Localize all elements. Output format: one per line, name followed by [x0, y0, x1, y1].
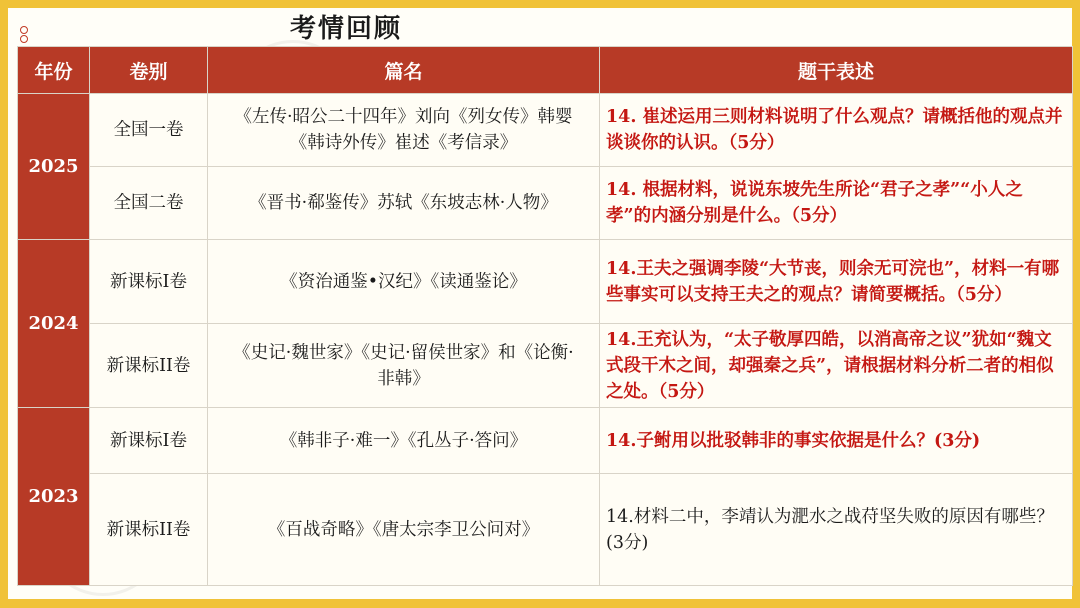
table-row	[18, 474, 1073, 586]
source-cell: 《资治通鉴•汉纪》《读通鉴论》	[208, 240, 600, 324]
paper-cell: 新课标I卷	[90, 408, 208, 474]
source-cell: 《史记·魏世家》《史记·留侯世家》和《论衡·非韩》	[208, 324, 600, 408]
paper-cell: 新课标II卷	[90, 474, 208, 586]
paper-cell: 新课标I卷	[90, 240, 208, 324]
stem-cell: 14.王夫之强调李陵“大节丧，则余无可浣也”，材料一有哪些事实可以支持王夫之的观点？请简要概括。（5分）	[600, 240, 1073, 324]
stem-cell: 14.材料二中，李靖认为淝水之战苻坚失败的原因有哪些？(3分)	[600, 474, 1073, 586]
page-title: 考情回顾	[290, 14, 403, 44]
source-cell: 《左传·昭公二十四年》刘向《列女传》韩婴《韩诗外传》崔述《考信录》	[208, 94, 600, 167]
source-cell: 《晋书·郗鉴传》苏轼《东坡志林·人物》	[208, 167, 600, 240]
paper-cell: 新课标II卷	[90, 324, 208, 408]
table-row	[18, 408, 1073, 474]
stem-cell: 14. 根据材料，说说东坡先生所论“君子之孝”“小人之孝”的内涵分别是什么。（5分）	[600, 167, 1073, 240]
header-stem: 题干表述	[600, 47, 1073, 94]
paper-cell: 全国二卷	[90, 167, 208, 240]
header-year: 年份	[18, 47, 90, 94]
source-cell: 《韩非子·难一》《孔丛子·答问》	[208, 408, 600, 474]
header-paper: 卷别	[90, 47, 208, 94]
table-header-row	[18, 47, 1073, 94]
stem-cell: 14.子鲋用以批驳韩非的事实依据是什么？(3分)	[600, 408, 1073, 474]
table-row	[18, 324, 1073, 408]
table-row	[18, 240, 1073, 324]
ring-decoration-icon	[20, 26, 28, 44]
table-row	[18, 167, 1073, 240]
stem-cell: 14.王充认为，“太子敬厚四皓，以消高帝之议”犹如“魏文式段干木之间，却强秦之兵”，请根据材料分析二者的相似之处。（5分）	[600, 324, 1073, 408]
table-row	[18, 94, 1073, 167]
year-cell: 2025	[18, 94, 90, 240]
year-cell: 2023	[18, 408, 90, 586]
header-source: 篇名	[208, 47, 600, 94]
stem-cell: 14. 崔述运用三则材料说明了什么观点？请概括他的观点并谈谈你的认识。（5分）	[600, 94, 1073, 167]
exam-review-table	[17, 46, 1073, 586]
paper-cell: 全国一卷	[90, 94, 208, 167]
year-cell: 2024	[18, 240, 90, 408]
source-cell: 《百战奇略》《唐太宗李卫公问对》	[208, 474, 600, 586]
